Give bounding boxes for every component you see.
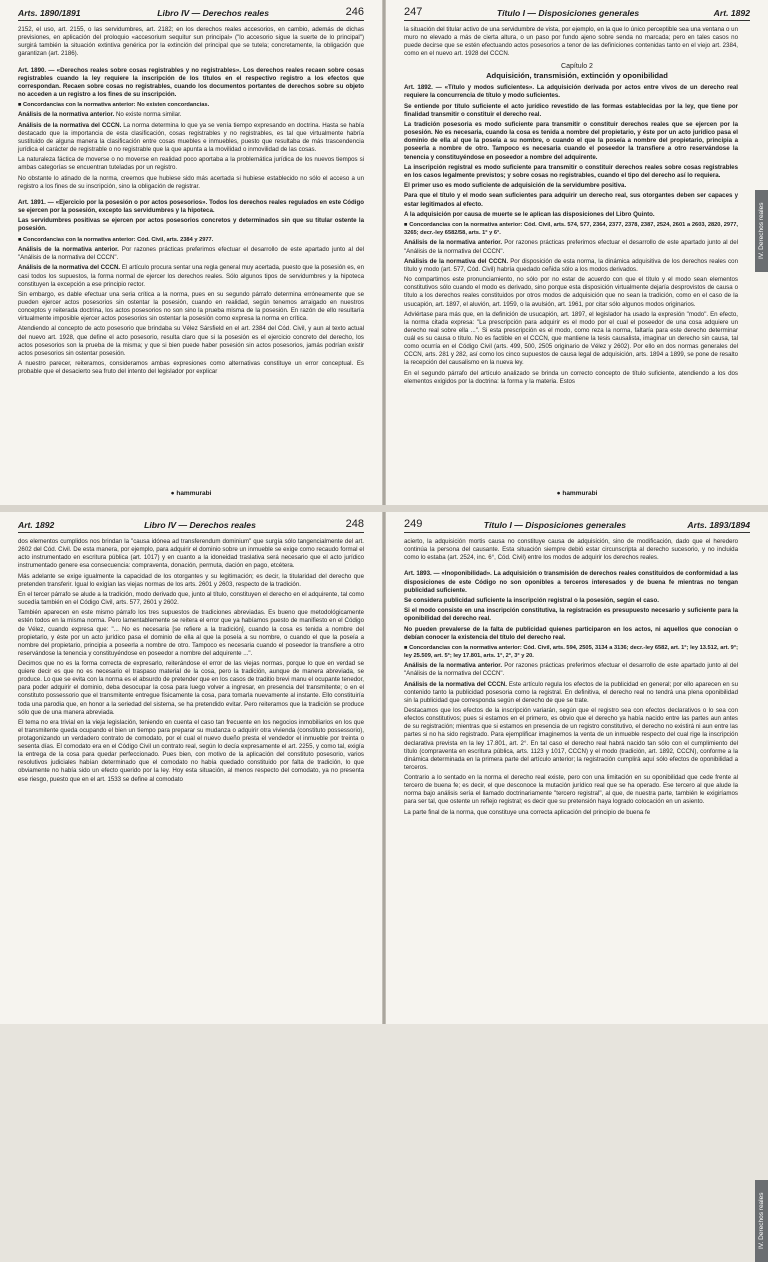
publisher-footer: ● hammurabi — [170, 490, 212, 497]
paragraph — [404, 662, 738, 678]
header-section: Libro IV — Derechos reales — [157, 8, 269, 18]
header-articles: Arts. 1890/1891 — [18, 8, 81, 18]
publisher-name: hammurabi — [176, 490, 212, 497]
article-text: El primer uso es modo suficiente de adquisición de la servidumbre positiva. — [404, 182, 627, 190]
body-text — [404, 26, 750, 58]
article-text: No pueden prevalerse de la falta de publicidad quienes participaron en los actos, ni aquellos que conocían o debían conocer la existencia del título del derecho real. — [404, 625, 738, 641]
paragraph — [404, 258, 738, 274]
page-divider — [0, 505, 768, 512]
concordances: ■ Concordancias con la normativa anterior: Cód. Civil, arts. 594, 2505, 3134 a 3136; decr.-ley 6582, art. 1°; ley 13.512, art. 9°; ley 25.509, art. 5°; ley 17.801, arts. 1°, 2°, 3° y 20. — [404, 644, 738, 660]
article-text: Para que el título y el modo sean suficientes para adquirir un derecho real, sus otorgantes deben ser capaces y estar legitimados al efecto. — [404, 192, 738, 208]
paragraph: Destacamos que los efectos de la inscripción variarán, según que el registro sea con efectos declarativos o lo sea con efectos constitutivos; pues si estamos en el primero, es obvio que el derecho ya había nacido entre las partes aun antes de su registración; mientras que si estamos en presencia de un registro constitutivo, el derecho no existirá ni aun entre las partes si no ha sido registrado. Para ejemplificar imaginemos la venta de un inmueble respecto del cual rige la inscripción declarativa prevista en la ley 17.801, art. 2°. En tal caso el derecho real habrá nacido tan sólo con el cumplimiento del título (compraventa en escritura pública, arts. 1123 y 1017, CCCN) y el modo (tradición, art. 1892, CCCN), conforme a la dinámica determinada en la primera parte del artículo anterior; la registración cumplirá aquí sólo efectos de oponibilidad a terceros. — [404, 707, 738, 771]
paragraph: También aparecen en este mismo párrafo los tres supuestos de tradiciones abreviadas. Es bueno que metodológicamente estén todos en la misma norma. Pero lamentablemente se reitera el error que ya habíamos puesto de manifiesto en el Código de Vélez, cuando expresa que: "... No es necesaria [se refiere a la tradición], cuando la cosa es tenida a nombre del propietario, y éste por un acto jurídico pasa el dominio de ella al que la poseía a su nombre, o cuando el que la poseía a nombre del propietario, principia a poseerla a nombre de otro. Tampoco es necesaria cuando el poseedor la transfiere a otro reservándose la tenencia y constituyéndose en poseedor a nombre del adquirente ...". — [18, 609, 364, 657]
header-articles: Art. 1892 — [713, 8, 750, 18]
paragraph: Sin embargo, es dable efectuar una seria crítica a la norma, pues en su segundo párrafo determina erróneamente que se pueden ejercer actos posesorios sin ostentar la posesión, cuando en realidad, según tenemos arraigado en nuestros conceptos y reiterada doctrina, los actos posesorios no son sino la prueba misma de la posesión. En razón de ello resultaría virtualmente imposible ejercer actos posesorios sin ostentar la posesión como expresa la norma en crítica. — [18, 290, 364, 323]
analysis-body: Por razones prácticas preferimos efectuar el desarrollo de este apartado junto al del "Análisis de la normativa del CCCN". — [404, 239, 738, 255]
paragraph: A nuestro parecer, reiteramos, consideramos ambas expresiones como alternativas constituye un error conceptual. Es probable que el desacierto sea fruto del intento del legislador por explicar — [18, 360, 364, 376]
article-text: Las servidumbres positivas se ejercen por actos posesorios concretos y determinados sin que su titular ostente la posesión. — [18, 217, 364, 233]
page-249 — [386, 512, 768, 1250]
paragraph: En el tercer párrafo se alude a la tradición, modo derivado que, junto al título, constituyen el derecho en el adquirente, tal como sucedía también en el Código Civil, arts. 577, 2601 y 2602. — [18, 590, 364, 607]
body-text — [18, 26, 364, 376]
paragraph: Contrario a lo sentado en la norma el derecho real existe, pero con una limitación en su oponibilidad que cede frente al tercero de buena fe; es decir, el que desconoce la mutación jurídico real que se ha operado. Ese tercero al que alude la norma bajo análisis sería el llamado doctrinariamente "tercero registral", al que, de nuestra parte, también le exigiríamos para ser tal, que ostente un reflejo registral; es decir que su pretensión haya logrado colocación en un asiento. — [404, 774, 738, 806]
analysis-label: Análisis de la normativa del CCCN. — [404, 680, 507, 688]
article-text: Art. 1892. — «Título y modos suficientes». La adquisición derivada por actos entre vivos de un derecho real requiere la concurrencia de título y modo suficientes. — [404, 84, 738, 100]
analysis-body: Este artículo regula los efectos de la publicidad en general; por ello aparecen en su contenido tanto la publicidad posesoria como la registral. En definitiva, el derecho real no tendrá una plena oponibilidad sin la publicidad que corresponda según el derecho de que se trate. — [404, 680, 739, 704]
section-tab: IV. Derechos reales — [755, 190, 768, 272]
running-header — [18, 0, 364, 21]
analysis-label: Análisis de la normativa anterior. — [404, 239, 503, 247]
page-number: 247 — [404, 6, 423, 18]
analysis-label: Análisis de la normativa del CCCN. — [18, 121, 122, 129]
paragraph: la situación del titular activo de una servidumbre de vista, por ejemplo, en la que lo único perceptible sea una ventana o un muro no elevado a más de cierta altura, o un paso por fundo ajeno sobre senda no marcada; pero en tales casos no puede decirse que se estén efectuando actos posesorios a tenor de las definiciones contenidas tanto en el viejo art. 2384, como en el nuevo art. 1928 del CCCN. — [404, 26, 738, 58]
article-text: Si el modo consiste en una inscripción constitutiva, la registración es presupuesto necesario y suficiente para la oponibilidad del derecho real. — [404, 607, 738, 623]
concordances: ■ Concordancias con la normativa anterior: Cód. Civil, arts. 574, 577, 2364, 2377, 2378, 2387, 2524, 2601 a 2603, 2820, 2977, 3265; decr.-ley 6582/58, arts. 1° y 6°. — [404, 222, 738, 237]
concordances: ■ Concordancias con la normativa anterior: Cód. Civil, arts. 2384 y 2977. — [18, 236, 214, 243]
paragraph — [404, 239, 738, 255]
publisher-footer: ● hammurabi — [556, 490, 598, 497]
paragraph: El tema no era trivial en la vieja legislación, teniendo en cuenta el caso tan frecuente en los negocios inmobiliarios en los que el transmitente queda ocupando el bien un tiempo para preparar su mudanza o adquirir otra vivienda (constituto possessorio), protagonizando un verdadero contrato de comodato, por el cual el nuevo dueño presta el vendedor el inmueble por treinta o sesenta días. El comodato era en el Código Civil un contrato real, según lo decía expresamente el art. 2255, y como tal, exigía la entrega de la cosa para quedar perfeccionado. Pues bien, con motivo de la aplicación del constituto posesorio, varios resolutivos judiciales habían determinado que el comodato no había quedado constituido por falta de tradición, lo que obviamente no había sido un efecto querido por la ley. Hoy esta situación, al menos respecto del comodato, ya no presenta ese riesgo, puesto que en el art. 1533 se define al comodato — [18, 718, 364, 783]
analysis-label: Análisis de la normativa anterior. — [404, 662, 503, 670]
running-header — [18, 512, 364, 533]
paragraph — [18, 122, 364, 154]
paragraph: dos elementos cumplidos nos brindan la "causa idónea ad transferendum dominium" que surgía sólo tangencialmente del art. 2602 del Cód. Civil. De esta manera, por ejemplo, para adquirir el dominio sobre un inmueble se exige como recaudo formal el acto instrumentado en escritura pública (art. 1017) y en cuanto a la idoneidad traslativa será necesario que el acto jurídico instrumentado genere esa consecuencia: compraventa, donación, permuta, dación en pago, etcétera. — [18, 538, 364, 570]
article-text: Art. 1893. — «Inoponibilidad». La adquisición o transmisión de derechos reales constituidos de conformidad a las disposiciones de este Código no son oponibles a terceros interesados y de buena fe mientras no tengan publicidad suficiente. — [404, 570, 738, 594]
paragraph: Más adelante se exige igualmente la capacidad de los otorgantes y su legitimación; es decir, la titularidad del derecho que pretenden transferir. Igual lo exigían las viejas normas de los arts. 2601 y 2603, respecto de la tradición. — [18, 572, 364, 588]
paragraph: Adviértase para más que, en la definición de usucapión, art. 1897, el legislador ha usado la expresión "modo". En efecto, la norma citada expresa: "La prescripción para adquirir es el modo por el cual el poseedor de una cosa adquiere un derecho real sobre ella ...". Si esta prescripción es el modo, como reza la norma, faltaría para este derecho determinar cuál es su causa o título. No es factible en el CCCN, que mantiene la tesis causalista, imaginar un derecho sin causa, tal como ocurría en el Código Civil (arts. 499, 500, 2505 originario de Vélez y 2602). Por ello en dos normas generales del CCCN, arts. 281 y 282, así como los cinco supuestos de causa legal de adquisición, arts. 1894 a 1899, se pone de resalto la recepción del causalismo en la nueva ley. — [404, 310, 738, 367]
publisher-name: hammurabi — [562, 490, 598, 497]
paragraph — [404, 681, 738, 705]
running-header — [404, 512, 750, 533]
analysis-label: Análisis de la normativa del CCCN. — [404, 257, 509, 265]
analysis-label: Análisis de la normativa anterior. — [18, 246, 119, 254]
paragraph: No compartimos este pronunciamiento, no sólo por no estar de acuerdo con que el título y el modo sean elementos constitutivos sólo cuando el modo es derivado, sino porque esta disposición virtualmente dejaría desprovistos de causa o título a los derechos reales constituidos por otros modos de adquisición que no sean la tradición, como en el caso de la usucapión, art. 1897, el aluvión, art. 1959, o la avulsión, art. 1961, por citar sólo algunos modos originarios. — [404, 276, 738, 308]
analysis-label: Análisis de la normativa del CCCN. — [18, 264, 121, 272]
header-articles: Arts. 1893/1894 — [687, 520, 750, 530]
header-articles: Art. 1892 — [18, 520, 55, 530]
paragraph: Decimos que no es la forma correcta de expresarlo, reiterándose el error de las viejas normas, porque lo que en verdad se quiere decir es que no es necesario el traspaso material de la cosa, pero la tradición, aunque de manera abreviada, se produce. Lo que se evita con la norma es el absurdo de pretender que en los casos de traditio brevi manu el ocupante tenedor, para poder adquirir el dominio, deba desocupar la cosa para luego volver a ingresar, en presencia del transmitente; o en el constituto possessorio que el transmitente entregue físicamente la cosa, para tomarla nuevamente al instante. Ello constituiría toda una parodia que, en honor a la seriedad del sistema, se ha pretendido evitar. Pero reiteramos que la tradición se produce sólo que de una manera abreviada. — [18, 660, 364, 716]
paragraph: 2152, el uso, art. 2155, o las servidumbres, art. 2182; en los derechos reales accesorios, en cambio, además de dichas previsiones, en aplicación del proloquio «accesorium sequitur sun principal» ("lo accesorio sigue la suerte de lo principal") surgirá también la situación extintiva genérica por la extinción del principal que se tutela; concretamente, la obligación que garantizan (art. 2186). — [18, 26, 364, 58]
article-text: Art. 1890. — «Derechos reales sobre cosas registrables y no registrables». Los derechos reales recaen sobre cosas registrables cuando la ley requiere la inscripción de los títulos en el respectivo registro a los efectos que correspondan. Recaen sobre cosas no registrables, cuando los documentos portantes de derechos sobre su objeto no acceden a un registro a los fines de su inscripción. — [18, 66, 364, 98]
header-section: Título I — Disposiciones generales — [483, 520, 627, 530]
article-text: Art. 1891. — «Ejercicio por la posesión o por actos posesorios». Todos los derechos reales regulados en este Código se ejercen por la posesión, excepto las servidumbres y la hipoteca. — [18, 199, 364, 215]
paragraph — [18, 111, 364, 119]
page-247 — [386, 0, 768, 505]
paragraph: La naturaleza fáctica de moverse o no moverse en realidad poco aportaba a la problemática jurídica de los nuevos tiempos si ambas categorías se encuentran tuteladas por un registro. — [18, 156, 364, 172]
page-246 — [0, 0, 382, 505]
header-section: Título I — Disposiciones generales — [496, 8, 640, 18]
analysis-body: Por razones prácticas preferimos efectuar el desarrollo de este apartado junto al del "Análisis de la normativa del CCCN". — [18, 246, 364, 262]
section-tab: IV. Derechos reales — [755, 1180, 768, 1262]
analysis-body: No existe norma similar. — [114, 111, 182, 119]
page-number: 248 — [345, 518, 364, 530]
book-gutter — [382, 0, 386, 1024]
article-text: Se considera publicidad suficiente la inscripción registral o la posesión, según el caso. — [404, 596, 659, 604]
analysis-body: El artículo procura sentar una regla general muy acertada, puesto que la posesión es, en casi todos los supuestos, la forma normal de ejercer los derechos reales. Sólo algunos tipos de servidumbres y la hipoteca constituyen la excepción a ese principio rector. — [18, 264, 364, 288]
page-248 — [0, 512, 382, 1024]
article-text: Se entiende por título suficiente el acto jurídico revestido de las formas establecidas por la ley, que tiene por finalidad transmitir o constituir el derecho real. — [404, 102, 738, 118]
analysis-body: Por disposición de esta norma, la dinámica adquisitiva de los derechos reales con título y modo (art. 577, Cód. Civil) habría quedado ceñida sólo a los modos derivados. — [404, 257, 738, 273]
paragraph: Atendiendo al concepto de acto posesorio que brindaba su Vélez Sársfield en el art. 2384 del Cód. Civil, y aun al texto actual del nuevo art. 1928, que define el acto posesorio, resulta claro que si la posesión es el ejercicio concreto del derecho, los actos posesorios son la prueba de la misma; y que si bien puede haber posesión sin actos posesorios, jamás podrían existir actos posesorios sin ostentar posesión. — [18, 325, 364, 357]
analysis-body: La norma determina lo que ya se venía tiempo expresando en doctrina. Hasta se había destacado que la importancia de esta clasificación, cosas registrables y no registrables, es tal que virtualmente habría sustituido de alguna manera la clasificación entre cosas muebles e inmuebles, puesto que resultaba de más trascendencia jurídica el carácter de registrable o no registrable que la que apunta a la movilidad o inmovilidad de las cosas. — [18, 121, 365, 153]
page-number: 249 — [404, 518, 423, 530]
chapter-title: Adquisición, transmisión, extinción y oponibilidad — [486, 71, 668, 81]
analysis-label: Análisis de la normativa anterior. — [18, 111, 115, 119]
article-text: A la adquisición por causa de muerte se le aplican las disposiciones del Libro Quinto. — [404, 210, 655, 218]
header-section: Libro IV — Derechos reales — [144, 520, 256, 530]
chapter-heading — [404, 62, 750, 80]
paragraph: acierto, la adquisición mortis causa no constituye causa de adquisición, sino de modificación, dado que el heredero continúa la persona del causante. Esta situación siempre debió estar circunscripta al derecho sucesorio, y no incluida como lo estaba (art. 2524, inc. 6°, Cód. Civil) entre los modos de adquirir los derechos reales. — [404, 538, 738, 562]
body-text-continued — [404, 84, 750, 385]
page-number: 246 — [345, 6, 364, 18]
chapter-label: Capítulo 2 — [561, 63, 593, 71]
paragraph: La parte final de la norma, que constituye una correcta aplicación del principio de buena fe — [404, 808, 651, 816]
analysis-body: Por razones prácticas preferimos efectuar el desarrollo de este apartado junto al del "Análisis de la normativa del CCCN". — [404, 662, 738, 678]
paragraph: No obstante lo atinado de la norma, creemos que hubiese sido más acertada si hubiese establecido no sólo el acceso a un registro a los fines de su inscripción, sino la obligación de registrar. — [18, 174, 364, 190]
article-text: La tradición posesoria es modo suficiente para transmitir o constituir derechos reales que se ejercen por la posesión. No es necesaria, cuando la cosa es tenida a nombre del propietario, y éste por un acto jurídico pasa el dominio de ella al que la poseía a su nombre, o cuando el que la poseía a nombre del propietario, principia a poseerla a nombre de otro. Tampoco es necesaria cuando el poseedor la transfiere a otro reservándose la tenencia y constituyéndose en poseedor a nombre del adquirente. — [404, 121, 738, 161]
body-text — [404, 538, 750, 817]
running-header — [404, 0, 750, 21]
paragraph: En el segundo párrafo del artículo analizado se brinda un correcto concepto de título suficiente, atendiendo a los dos elementos exigidos por la doctrina: la forma y la materia. Estos — [404, 369, 738, 385]
body-text — [18, 538, 364, 784]
article-text: La inscripción registral es modo suficiente para transmitir o constituir derechos reales sobre cosas registrables en los casos legalmente previstos; y sobre cosas no registrables, cuando el tipo del derecho así lo requiera. — [404, 163, 738, 179]
paragraph — [18, 246, 364, 262]
concordances: ■ Concordancias con la normativa anterior: No existen concordancias. — [18, 102, 210, 109]
paragraph — [18, 264, 364, 288]
